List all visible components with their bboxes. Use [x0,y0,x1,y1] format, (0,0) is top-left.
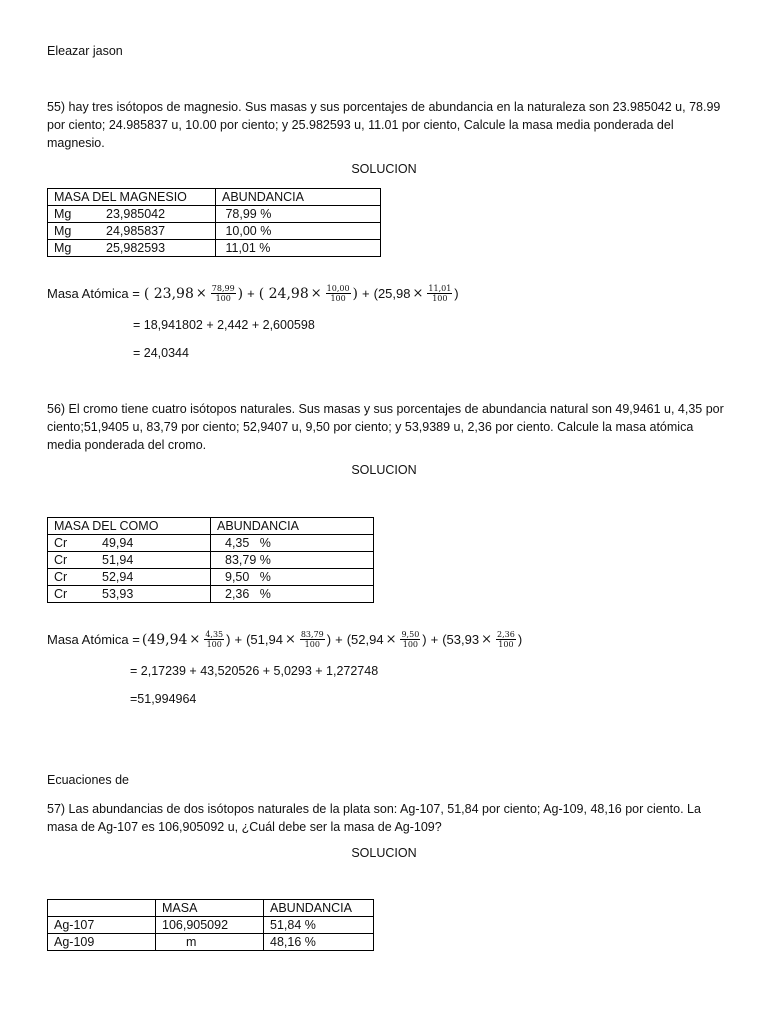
table-header: MASA DEL COMO [48,518,211,535]
equation-55-line2: = 18,941802 + 2,442 + 2,600598 [133,318,315,332]
equation-label: Masa Atómica = [47,632,140,647]
term-close: ) [326,632,332,647]
term-close: ) [237,285,244,302]
chromium-table [47,517,374,603]
abundance-cell: 9,50 % [211,569,374,586]
problem-57-text: 57) Las abundancias de dos isótopos naturales de la plata son: Ag-107, 51,84 por ciento; Ag-109, 48,16 por ciento. La masa de Ag-107 es 106,905092 u, ¿Cuál debe ser la masa de Ag-109? [47,802,701,834]
solution-label-57: SOLUCION [351,846,417,860]
plus-sign: + [247,286,255,301]
isotope-mass: 23,985042 [106,207,166,221]
term-close: ) [352,285,359,302]
fraction: $\frac{83,79}{100}$ [300,630,324,649]
element-symbol: Mg [54,241,72,255]
times-sign: × [385,632,397,647]
term-open: (53,93 [442,632,480,647]
table-header: ABUNDANCIA [216,189,381,206]
element-symbol: Mg [54,207,72,221]
isotope-cell: Ag-109 [48,934,156,951]
times-sign: × [481,632,492,647]
isotope-mass: 52,94 [102,570,134,584]
plus-sign: + [362,286,370,301]
isotope-mass: 53,93 [102,587,134,601]
term-open: ( 23,98 [143,285,194,302]
term-close: ) [517,632,523,647]
table-row [48,586,374,603]
equation-56-line2: = 2,17239 + 43,520526 + 5,0293 + 1,272748 [130,664,379,678]
term-close: ) [422,632,427,647]
plus-sign: + [335,632,343,647]
plus-sign: + [430,632,439,647]
times-sign: × [189,632,201,647]
table-row [48,917,374,934]
times-sign: × [195,286,207,301]
fraction: $\frac{10,00}{100}$ [326,284,350,303]
table-header [48,900,156,917]
abundance-cell: 4,35 % [211,535,374,552]
table-row [48,240,381,257]
equation-55-result: = 24,0344 [133,346,189,360]
element-symbol: Cr [54,587,68,601]
table-row [48,552,374,569]
equation-56 [47,630,522,649]
times-sign: × [284,632,296,647]
element-symbol: Cr [54,536,68,550]
table-header-row [48,900,374,917]
fraction: $\frac{4,35}{100}$ [205,630,224,649]
term-close: ) [454,286,459,301]
magnesium-table [47,188,381,257]
term-open: (51,94 [246,632,283,647]
abundance-cell: 78,99 % [216,206,381,223]
fraction: $\frac{2,36}{100}$ [497,630,515,649]
plus-sign: + [234,632,243,647]
isotope-mass: 25,982593 [106,241,166,255]
author-name: Eleazar jason [47,44,123,58]
section-heading: Ecuaciones de [47,773,130,787]
isotope-cell: Ag-107 [48,917,156,934]
abundance-cell: 10,00 % [216,223,381,240]
table-header: MASA DEL MAGNESIO [48,189,216,206]
isotope-mass: 51,94 [102,553,134,567]
mass-cell: m [156,934,264,951]
table-row [48,934,374,951]
table-header: ABUNDANCIA [211,518,374,535]
table-row [48,206,381,223]
term-close: ) [226,632,231,647]
term-open: (52,94 [346,632,384,647]
abundance-cell: 11,01 % [216,240,381,257]
element-symbol: Mg [54,224,72,238]
table-row [48,569,374,586]
silver-table [47,899,374,951]
abundance-cell: 51,84 % [264,917,374,934]
times-sign: × [412,286,424,301]
problem-56-text: 56) El cromo tiene cuatro isótopos naturales. Sus masas y sus porcentajes de abundancia natural son 49,9461 u, 4,35 por ciento;51,9405 u, 83,79 por ciento; 52,9407 u, 9,50 por ciento; y 53,9389 u, 2,36 por ciento. Calcule la masa atómica media ponderada del cromo. [47,402,724,452]
element-symbol: Cr [54,553,68,567]
table-header: ABUNDANCIA [264,900,374,917]
isotope-mass: 24,985837 [106,224,166,238]
problem-55-text: 55) hay tres isótopos de magnesio. Sus masas y sus porcentajes de abundancia en la naturaleza son 23.985042 u, 78.99 por ciento; 24.985837 u, 10.00 por ciento; y 25.982593 u, 11.01 por ciento, Calcule la masa media ponderada del magnesio. [47,100,721,150]
term-open: (25,98 [373,286,411,301]
mass-cell: 106,905092 [156,917,264,934]
fraction: $\frac{78,99}{100}$ [211,284,235,303]
term-open: ( 24,98 [258,285,309,302]
table-header: MASA [156,900,264,917]
table-row [48,535,374,552]
solution-label-56: SOLUCION [351,463,417,477]
abundance-cell: 2,36 % [211,586,374,603]
term-open: (49,94 [141,631,188,648]
fraction: $\frac{11,01}{100}$ [428,284,452,303]
element-symbol: Cr [54,570,68,584]
times-sign: × [310,286,322,301]
equation-56-result: =51,994964 [130,692,197,706]
equation-label: Masa Atómica = [47,286,140,301]
abundance-cell: 48,16 % [264,934,374,951]
abundance-cell: 83,79 % [211,552,374,569]
isotope-mass: 49,94 [102,536,134,550]
table-header-row [48,189,381,206]
equation-55 [47,284,459,303]
solution-label-55: SOLUCION [351,162,417,176]
table-header-row [48,518,374,535]
table-row [48,223,381,240]
fraction: $\frac{9,50}{100}$ [401,630,420,649]
